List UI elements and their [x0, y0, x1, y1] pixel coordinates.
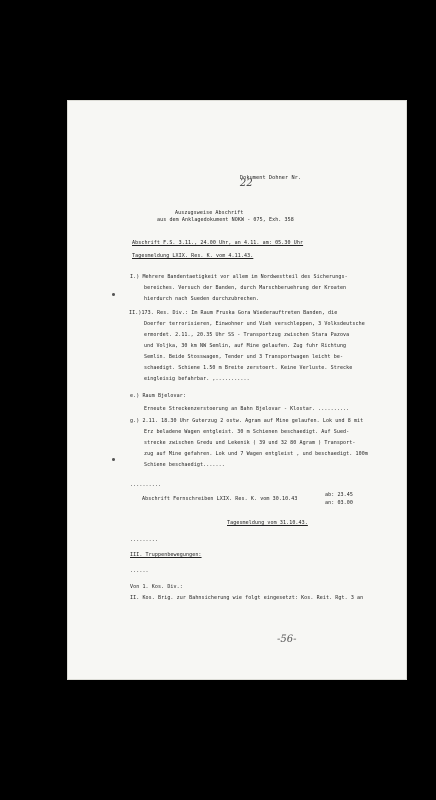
abschrift-time-an: an: 03.00	[325, 500, 353, 506]
document-reference	[227, 169, 301, 194]
abschrift-fernschreiben-text: Abschrift Fernschreiben LXIX. Res. K. vom 30.10.43	[142, 496, 298, 502]
text-line: I.) Mehrere Bandentaetigkeit vor allem im Nordwestteil des Sicherungs-	[130, 274, 348, 280]
text-line: ermordet. 2.11., 20.35 Uhr SS - Transportzug zwischen Stara Pazova	[144, 332, 350, 338]
text-line: Schiene beschaedigt.......	[144, 462, 225, 468]
dotted-separator: .........	[130, 537, 158, 543]
tagesmeldung-2-header: Tagesmeldung vom 31.10.43.	[227, 520, 308, 526]
text-line: schaedigt. Schiene 1.50 m Breite zerstoert. Keine Verluste. Strecke	[144, 365, 353, 371]
document-page	[67, 100, 407, 680]
text-line: g.) 2.11. 18.30 Uhr Guterzug 2 ostw. Agram auf Mine gelaufen. Lok und 8 mit	[130, 418, 364, 424]
abschrift-header: Abschrift F.S. 3.11., 24.00 Uhr, an 4.11. am: 05.30 Uhr	[132, 240, 304, 246]
punch-hole-mark	[112, 293, 115, 296]
text-line: eingleisig befahrbar. ,...........	[144, 376, 250, 382]
abschrift-time-ab: ab: 23.45	[325, 492, 353, 498]
page-number-handwritten: -56-	[277, 634, 297, 645]
text-line: Erz beladene Wagen entgleist. 30 m Schienen beschaedigt. Auf Sued-	[144, 429, 350, 435]
text-line: II. Kos. Brig. zur Bahnsicherung wie folgt eingesetzt: Kos. Reit. Rgt. 3 an	[130, 595, 364, 601]
section-truppenbewegungen-title: III. Truppenbewegungen:	[130, 552, 202, 558]
text-line: Doerfer terrorisieren, Einwohner und Vieh verschleppen, 3 Volksdeutsche	[144, 321, 365, 327]
text-line: hierdurch nach Sueden durchzubrechen.	[144, 296, 260, 302]
punch-hole-mark	[112, 458, 115, 461]
tagesmeldung-header: Tagesmeldung LXIX. Res. K. vom 4.11.43.	[132, 253, 254, 259]
dotted-separator: ..........	[130, 482, 162, 488]
document-number-handwritten: 22	[239, 178, 253, 189]
heading-line-1: Auszugsweise Abschrift	[175, 210, 244, 216]
text-line: bereiches. Versuch der Banden, durch Marschberuehrung der Kroaten	[144, 285, 347, 291]
text-line: strecke zwischen Gredu und Lekenik ( 39 und 32 80 Agram ) Transport-	[144, 440, 356, 446]
text-line: II.)173. Res. Div.: Im Raum Fruska Gora Wiederauftreten Banden, die	[129, 310, 338, 316]
text-line: und Voljka, 30 km NW Semlin, auf Mine gelaufen. Zug fuhr Richtung	[144, 343, 347, 349]
text-line: Erneute Streckenzerstoerung an Bahn Bjelovar - Klostar. ..........	[144, 406, 350, 412]
text-line: Semlin. Beide Stosswagen, Tender und 3 Transportwagen leicht be-	[144, 354, 344, 360]
text-line: e.) Raum Bjelovar:	[130, 393, 186, 399]
dotted-separator: ......	[130, 568, 149, 574]
heading-line-2: aus dem Anklagedokument NOKW - 075, Exh. 358	[157, 217, 294, 223]
text-line: zug auf Mine gefahren. Lok und 7 Wagen entgleist , und beschaedigt. 100m	[144, 451, 368, 457]
text-line: Von 1. Kos. Div.:	[130, 584, 183, 590]
document-reference-label: Dokument Dohner Nr.	[239, 175, 302, 181]
